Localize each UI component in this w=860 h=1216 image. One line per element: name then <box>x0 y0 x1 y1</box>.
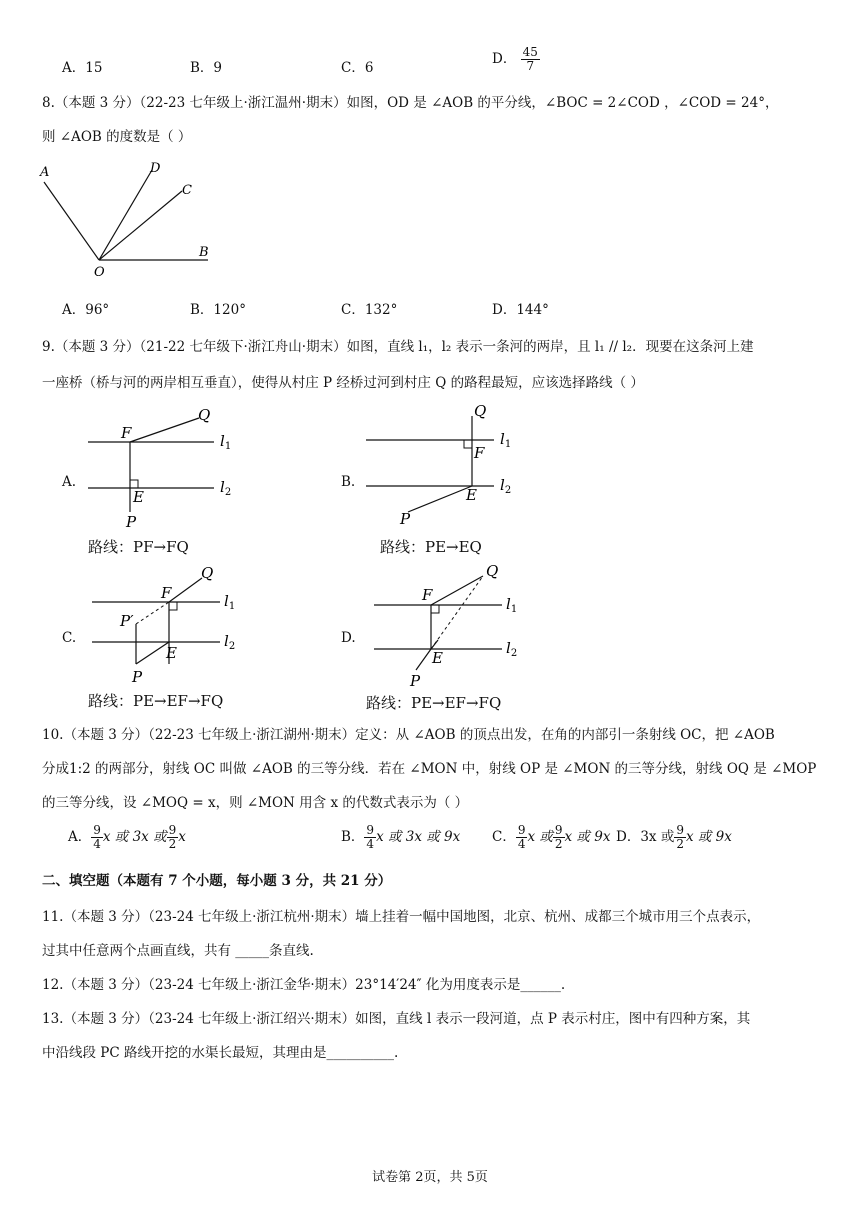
q9d-label-l2 <box>506 639 517 659</box>
page-footer: 试卷第 2页，共 5页 <box>372 1170 488 1185</box>
q9c-point-pprime: P′ <box>120 612 134 630</box>
l-letter: l <box>500 476 505 494</box>
frac-den: 7 <box>526 59 535 73</box>
q8-option-a: A．96° <box>62 302 110 318</box>
q9a-point-e: E <box>133 488 144 506</box>
frac-den: 4 <box>93 837 101 851</box>
q11-line2: 过其中任意两个点画直线，共有 _____条直线. <box>42 943 314 959</box>
l-sub: 2 <box>228 641 236 652</box>
q7-option-b: B．9 <box>190 60 223 76</box>
opt-end: x 或 3x 或 9x <box>376 829 461 845</box>
q9-fig-a-label: A. <box>62 474 77 490</box>
q9c-point-q: Q <box>201 564 214 582</box>
q9a-label-l1 <box>220 432 231 452</box>
frac-9-4 <box>516 824 528 851</box>
l-letter: l <box>506 639 511 657</box>
q8-option-d: D．144° <box>492 302 549 318</box>
l-sub: 2 <box>224 487 232 498</box>
frac-9-2 <box>674 824 686 851</box>
q11-line1: 11.（本题 3 分）（23-24 七年级上·浙江杭州·期末）墙上挂着一幅中国地图，北京、杭州、成都三个城市用三个点表示， <box>42 909 761 925</box>
q9d-point-f: F <box>422 586 433 604</box>
q8-angle-figure <box>36 158 216 280</box>
frac-den: 4 <box>366 837 375 851</box>
frac-num: 9 <box>168 823 177 837</box>
l-letter: l <box>220 478 225 496</box>
q9-line1: 9.（本题 3 分）（21-22 七年级下·浙江舟山·期末）如图，直线 l₁，l₂ 表示一条河的两岸，且 l₁ // l₂．现要在这条河上建 <box>42 339 754 355</box>
l-sub: 1 <box>504 439 512 450</box>
q8-point-c: C <box>182 183 192 198</box>
frac-den: 2 <box>554 837 563 851</box>
q9b-point-p: P <box>400 510 411 528</box>
q9-fig-b-label: B. <box>341 474 356 490</box>
q9c-point-p: P <box>132 668 143 686</box>
q9-fig-d-route: 路线：PE→EF→FQ <box>366 694 502 712</box>
q9-fig-b-route: 路线：PE→EQ <box>380 538 482 556</box>
q9a-point-f: F <box>121 424 132 442</box>
l-sub: 1 <box>228 601 236 612</box>
q9b-point-q: Q <box>474 402 487 420</box>
frac-den: 2 <box>168 837 177 851</box>
opt-text: D．3x 或 <box>616 829 675 845</box>
opt-end: x <box>178 829 186 845</box>
frac-9-2 <box>167 824 179 851</box>
q9-fig-c-route: 路线：PE→EF→FQ <box>88 692 224 710</box>
q8-option-c: C．132° <box>341 302 398 318</box>
frac-num: 9 <box>93 823 101 837</box>
q10-line2: 分成1:2 的两部分，射线 OC 叫做 ∠AOB 的三等分线．若在 ∠MON 中，射线 OP 是 ∠MON 的三等分线，射线 OQ 是 ∠MOP <box>42 761 817 777</box>
l-sub: 1 <box>224 441 232 452</box>
q8-line1: 8.（本题 3 分）（22-23 七年级上·浙江温州·期末）如图，OD 是 ∠AOB 的平分线，∠BOC = 2∠COD ，∠COD = 24°， <box>42 95 779 111</box>
q9b-label-l1 <box>500 430 511 450</box>
q9d-point-p: P <box>410 672 421 690</box>
frac-9-2 <box>553 824 565 851</box>
q9c-label-l2 <box>224 632 235 652</box>
q9a-label-l2 <box>220 478 231 498</box>
frac-num: 9 <box>676 823 684 837</box>
q9-fig-d-label: D. <box>341 630 356 646</box>
opt-mid: x 或 3x 或 <box>102 829 167 845</box>
l-letter: l <box>220 432 225 450</box>
q9c-point-f: F <box>161 584 172 602</box>
opt-mid: x 或 <box>527 829 553 845</box>
frac-num: 9 <box>517 823 526 837</box>
section-2-heading: 二、填空题（本题有 7 个小题，每小题 3 分，共 21 分） <box>42 873 392 889</box>
q9b-label-l2 <box>500 476 511 496</box>
q8-point-o: O <box>94 265 105 280</box>
q9b-point-f: F <box>474 444 485 462</box>
q12-line1: 12.（本题 3 分）（23-24 七年级上·浙江金华·期末）23°14′24″ 化为用度表示是______. <box>42 977 566 993</box>
frac-num: 9 <box>554 823 563 837</box>
q7-option-c: C．6 <box>341 60 374 76</box>
q7-option-d <box>492 46 540 73</box>
q8-point-a: A <box>40 165 50 180</box>
frac-9-4 <box>364 824 376 851</box>
l-sub: 1 <box>510 604 518 615</box>
q9-fig-a <box>86 400 246 530</box>
q10-line1: 10.（本题 3 分）（22-23 七年级上·浙江湖州·期末）定义：从 ∠AOB 的顶点出发，在角的内部引一条射线 OC，把 ∠AOB <box>42 727 775 743</box>
q9-fig-d <box>370 560 540 690</box>
l-letter: l <box>506 595 511 613</box>
q10-line3: 的三等分线，设 ∠MOQ = x，则 ∠MON 用含 x 的代数式表示为（ ） <box>42 795 469 811</box>
q10-option-d <box>616 824 732 851</box>
opt-prefix: C． <box>492 829 516 845</box>
q10-option-a <box>68 824 186 851</box>
q9c-label-l1 <box>224 592 235 612</box>
frac-den: 4 <box>517 837 526 851</box>
q9-fig-b <box>362 400 532 530</box>
q13-line1: 13.（本题 3 分）（23-24 七年级上·浙江绍兴·期末）如图，直线 l 表示一段河道，点 P 表示村庄，图中有四种方案，其 <box>42 1011 751 1027</box>
q9a-point-p: P <box>126 513 137 531</box>
frac-9-4 <box>91 824 103 851</box>
frac-den: 2 <box>676 837 684 851</box>
l-letter: l <box>500 430 505 448</box>
q9d-point-q: Q <box>486 562 499 580</box>
l-sub: 2 <box>510 648 518 659</box>
frac-num: 45 <box>522 45 538 59</box>
q9b-point-e: E <box>466 486 477 504</box>
opt-end: x 或 9x <box>685 829 732 845</box>
q7-option-d-fraction <box>521 46 540 73</box>
opt-prefix: A． <box>68 829 92 845</box>
q10-option-c <box>492 824 610 851</box>
q9-line2: 一座桥（桥与河的两岸相互垂直），使得从村庄 P 经桥过河到村庄 Q 的路程最短，应该选择路线（ ） <box>42 375 644 391</box>
q9a-point-q: Q <box>198 406 211 424</box>
q9-fig-a-route: 路线：PF→FQ <box>88 538 189 556</box>
q7-option-d-prefix: D． <box>492 51 517 67</box>
q13-line2: 中沿线段 PC 路线开挖的水渠长最短，其理由是__________. <box>42 1045 399 1061</box>
q10-option-b <box>341 824 460 851</box>
q8-point-d: D <box>150 161 161 176</box>
q9d-point-e: E <box>432 649 443 667</box>
opt-end: x 或 9x <box>564 829 611 845</box>
l-letter: l <box>224 592 229 610</box>
q7-option-a: A．15 <box>62 60 103 76</box>
opt-prefix: B． <box>341 829 365 845</box>
q8-option-b: B．120° <box>190 302 246 318</box>
l-sub: 2 <box>504 485 512 496</box>
q9d-label-l1 <box>506 595 517 615</box>
frac-num: 9 <box>366 823 375 837</box>
q9c-point-e: E <box>166 644 177 662</box>
q8-line2: 则 ∠AOB 的度数是（ ） <box>42 129 192 145</box>
q8-point-b: B <box>199 245 209 260</box>
q9-fig-c-label: C. <box>62 630 77 646</box>
q9-fig-c <box>88 560 258 690</box>
l-letter: l <box>224 632 229 650</box>
